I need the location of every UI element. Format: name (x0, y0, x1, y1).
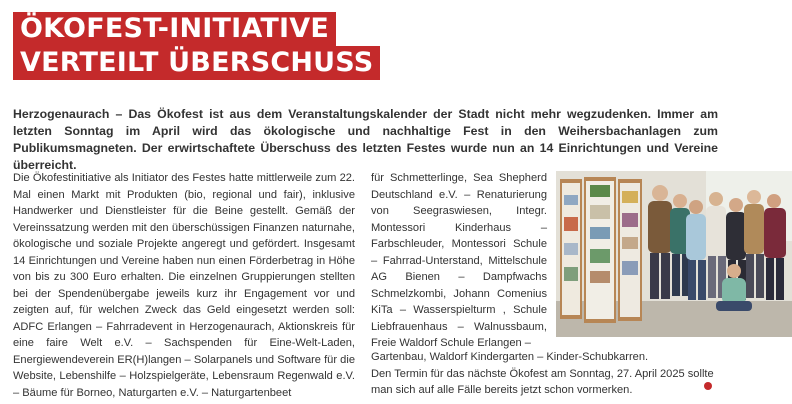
headline-line-2: VERTEILT ÜBERSCHUSS (13, 46, 380, 80)
body-text-col1: Die Ökofestinitiative als Initiator des Festes hatte mittlerweile zum 22. Mal einen Markt mit Produkten (bio, regional und fair), inklusive Handwerker und Dienstleister für die Beine gestellt. Gemäß der Vereinssatzung werden mit den überschüssigen Finanzen naturnahe, ökologische und soziale Projekte angeregt und gefördert. Insgesamt 14 Einrichtungen und Vereine haben nun einen Förderbetrag in Höhe von bis zu 300 Euro erhalten. Die einzelnen Gruppierungen stellten bei der Spendenübergabe jeweils kurz ihr Engagement vor und zeigten auf, für welchen Zweck das Geld eingesetzt werden soll: ADFC Erlangen – Fahrradevent in Herzogenaurach, Aktionskreis für eine faire Welt e.V. – Sachspenden für Eine-Welt-Laden, Energiewendeverein ER(H)langen – Solarpanels und Software für die Website, Lebenshilfe – Holzspielgeräte, Lebensraum Regenwald e.V. – Bäume für Borneo, Naturgarten e.V. – Naturgartenbeet (13, 172, 355, 399)
body-text-tail-2: Den Termin für das nächste Ökofest am Sonntag, 27. April 2025 sollte man sich auf alle Fälle bereits jetzt schon vormerken. (371, 367, 714, 396)
body-text-col2: für Schmetterlinge, Sea Shepherd Deutschland e.V. – Renaturierung von Seegraswiesen, Integr. Montessori Kinderhaus – Farbschleuder, Montessori Schule – Fahrrad-Unterstand, Mittelschule AG Bienen – Dampfwachs Schmelzkombi, Johann Comenius KiTa – Wasserspielturm , Schule Liebfrauenhaus – Walnussbaum, Freie Waldorf Schule Erlangen – (371, 172, 547, 349)
headline (13, 12, 374, 80)
lead-paragraph: Herzogenaurach – Das Ökofest ist aus dem Veranstaltungskalender der Stadt nicht mehr wegzudenken. Immer am letzten Sonntag im April wird das ökologische und nachhaltige Fest in den Weihersbachanlagen zum Publikumsmagneten. Der erwirtschaftete Überschuss des letzten Festes wurde nun an 14 Einrichtungen und Vereine überreicht. (13, 107, 718, 172)
body-column-2 (371, 170, 547, 352)
group-photo-illustration (556, 171, 792, 337)
group-photo (556, 171, 792, 337)
headline-line-1: ÖKOFEST-INITIATIVE (13, 12, 336, 46)
body-column-tail (371, 349, 721, 399)
article-end-marker (704, 382, 712, 390)
body-column-1 (13, 170, 355, 401)
body-text-tail-1: Gartenbau, Waldorf Kindergarten – Kinder-Schubkarren. (371, 351, 649, 363)
